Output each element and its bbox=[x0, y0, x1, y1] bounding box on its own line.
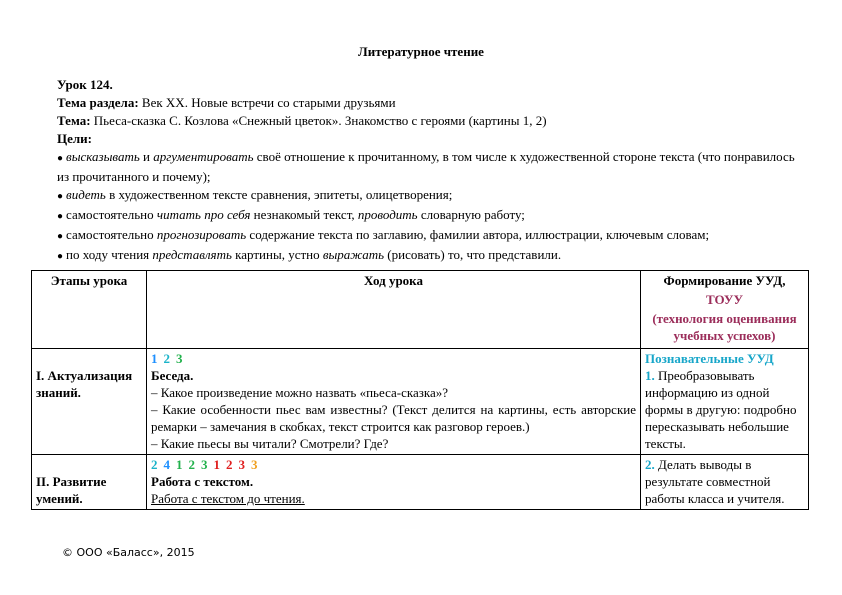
uud-item: 2. Делать выводы в результате совместной работы класса и учителя. bbox=[645, 457, 785, 506]
lesson-topic: Тема: Пьеса-сказка С. Козлова «Снежный цветок». Знакомство с героями (картины 1, 2) bbox=[57, 113, 547, 128]
bullet-icon: ● bbox=[57, 191, 64, 202]
table-row bbox=[32, 349, 809, 455]
activity-heading: Беседа. bbox=[151, 368, 194, 383]
header-touu: ТОУУ bbox=[706, 292, 743, 307]
subheading: Работа с текстом до чтения. bbox=[151, 491, 305, 506]
header-tech: (технология оценивания учебных успехов) bbox=[652, 311, 797, 343]
lesson-number: Урок 124. bbox=[57, 77, 113, 92]
question-line: – Какие пьесы вы читали? Смотрели? Где? bbox=[151, 436, 389, 451]
task-number: 3 bbox=[201, 457, 208, 472]
header-stages: Этапы урока bbox=[32, 271, 147, 349]
task-number: 3 bbox=[251, 457, 258, 472]
goal-item: ● самостоятельно читать про себя незнакомый текст, проводить словарную работу; bbox=[57, 207, 525, 222]
activity-heading: Работа с текстом. bbox=[151, 474, 254, 489]
task-number: 1 bbox=[151, 351, 158, 366]
bullet-icon: ● bbox=[57, 231, 64, 242]
task-number: 3 bbox=[176, 351, 183, 366]
bullet-icon: ● bbox=[57, 153, 64, 164]
uud-item: 1. Преобразовывать информацию из одной формы в другую: подробно пересказывать небольшие тексты. bbox=[645, 368, 797, 451]
header-progress: Ход урока bbox=[147, 271, 641, 349]
document-title: Литературное чтение bbox=[358, 44, 484, 59]
lesson-progress-cell bbox=[147, 349, 641, 455]
stage-actualization: I. Актуализация знаний. bbox=[32, 349, 147, 455]
task-number: 4 bbox=[163, 457, 170, 472]
stage-skills: II. Развитие умений. bbox=[32, 455, 147, 510]
question-line: – Какое произведение можно назвать «пьеса-сказка»? bbox=[151, 385, 449, 400]
uud-cell bbox=[641, 349, 809, 455]
task-numbers bbox=[151, 350, 636, 367]
bullet-icon: ● bbox=[57, 251, 64, 262]
lesson-intro bbox=[57, 76, 797, 266]
uud-cell bbox=[641, 455, 809, 510]
goal-item: ● по ходу чтения представлять картины, устно выражать (рисовать) то, что представили. bbox=[57, 247, 562, 262]
task-number: 1 bbox=[176, 457, 183, 472]
section-theme: Тема раздела: Век XX. Новые встречи со старыми друзьями bbox=[57, 95, 396, 110]
task-numbers bbox=[151, 456, 636, 473]
lesson-table bbox=[31, 270, 809, 510]
bullet-icon: ● bbox=[57, 211, 64, 222]
header-uud-title: Формирование УУД, bbox=[663, 273, 786, 288]
goals-label: Цели: bbox=[57, 131, 92, 146]
goal-item: ● видеть в художественном тексте сравнения, эпитеты, олицетворения; bbox=[57, 187, 453, 202]
task-number: 1 bbox=[213, 457, 220, 472]
task-number: 2 bbox=[163, 351, 170, 366]
copyright-footer: © ООО «Баласс», 2015 bbox=[62, 546, 195, 559]
task-number: 3 bbox=[238, 457, 245, 472]
lesson-progress-cell bbox=[147, 455, 641, 510]
table-header-row bbox=[32, 271, 809, 349]
task-number: 2 bbox=[151, 457, 158, 472]
task-number: 2 bbox=[188, 457, 195, 472]
table-row bbox=[32, 455, 809, 510]
uud-title: Познавательные УУД bbox=[645, 351, 774, 366]
task-number: 2 bbox=[226, 457, 233, 472]
question-line: – Какие особенности пьес вам известны? (Текст делится на картины, есть авторские ремарки – замечания в скобках, текст строится как разговор героев.) bbox=[151, 402, 636, 434]
goal-item: ● высказывать и аргументировать своё отношение к прочитанному, в том числе к художественной стороне текста (что понравилось из прочитанного и почему); bbox=[57, 149, 795, 184]
header-uud bbox=[641, 271, 809, 349]
goal-item: ● самостоятельно прогнозировать содержание текста по заглавию, фамилии автора, иллюстрации, ключевым словам; bbox=[57, 227, 710, 242]
